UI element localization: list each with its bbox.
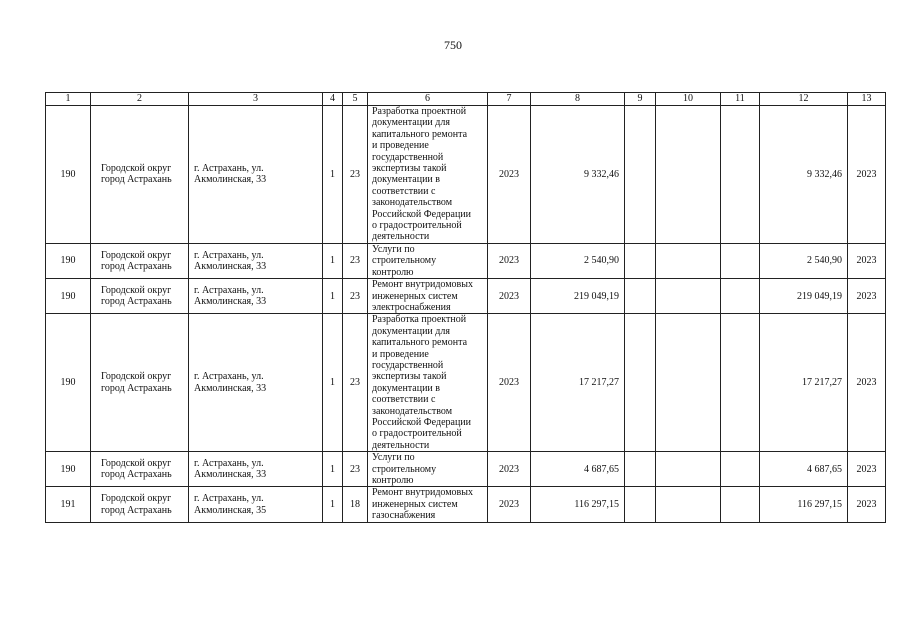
cell-work-type-line: деятельности (372, 231, 430, 243)
cell-address-line: Акмолинская, 33 (194, 174, 267, 186)
cell-col5: 18 (343, 487, 368, 522)
cell-address-line: г. Астрахань, ул. (194, 163, 264, 175)
cell-col10 (656, 314, 721, 452)
cell-year-end: 2023 (848, 314, 886, 452)
cell-row-number: 190 (46, 279, 91, 314)
cell-work-type-line: документации в (372, 382, 440, 394)
cell-col10 (656, 279, 721, 314)
cell-address-line: г. Астрахань, ул. (194, 457, 264, 469)
cell-cost: 219 049,19 (531, 279, 625, 314)
cell-address (189, 279, 323, 314)
column-header-6: 6 (368, 93, 488, 106)
cell-work-type-line: Российской Федерации (372, 416, 472, 428)
cell-work-type-line: государственной (372, 151, 444, 163)
cell-work-type-line: газоснабжения (372, 510, 436, 522)
cell-work-type-line: капитального ремонта (372, 337, 468, 349)
cell-col4: 1 (323, 452, 343, 487)
cell-work-type (368, 452, 488, 487)
cell-year: 2023 (488, 452, 531, 487)
cell-col10 (656, 452, 721, 487)
cell-municipality-line: Городской округ (101, 493, 172, 505)
cell-year-end: 2023 (848, 106, 886, 244)
cell-work-type-line: документации в (372, 174, 440, 186)
cell-address (189, 487, 323, 522)
cell-address-line: Акмолинская, 33 (194, 382, 267, 394)
cell-year: 2023 (488, 279, 531, 314)
column-header-4: 4 (323, 93, 343, 106)
cell-address-line: Акмолинская, 33 (194, 260, 267, 272)
table-row (46, 314, 886, 452)
cell-cost-total: 219 049,19 (760, 279, 848, 314)
cell-municipality (91, 243, 189, 278)
cell-municipality-line: Городской округ (101, 163, 172, 175)
cell-work-type-line: инженерных систем (372, 290, 458, 302)
cell-work-type (368, 314, 488, 452)
cell-col9 (625, 279, 656, 314)
cell-cost: 9 332,46 (531, 106, 625, 244)
cell-work-type-line: о градостроительной (372, 428, 462, 440)
cell-work-type-line: инженерных систем (372, 498, 458, 510)
header-row (46, 93, 886, 106)
column-header-11: 11 (721, 93, 760, 106)
column-header-3: 3 (189, 93, 323, 106)
column-header-9: 9 (625, 93, 656, 106)
cell-municipality-line: город Астрахань (101, 296, 172, 308)
cell-work-type-line: строительному (372, 463, 437, 475)
cell-municipality-line: город Астрахань (101, 174, 172, 186)
cell-row-number: 191 (46, 487, 91, 522)
cell-cost: 4 687,65 (531, 452, 625, 487)
cell-year: 2023 (488, 314, 531, 452)
table-row (46, 487, 886, 522)
cell-municipality (91, 106, 189, 244)
cell-col11 (721, 106, 760, 244)
cell-work-type-line: экспертизы такой (372, 163, 447, 175)
cell-col10 (656, 243, 721, 278)
cell-col4: 1 (323, 279, 343, 314)
cell-col5: 23 (343, 279, 368, 314)
cell-address-line: Акмолинская, 35 (194, 504, 267, 516)
cell-municipality (91, 487, 189, 522)
cell-address-line: г. Астрахань, ул. (194, 493, 264, 505)
cell-col5: 23 (343, 452, 368, 487)
cell-work-type-line: Российской Федерации (372, 208, 472, 220)
column-header-13: 13 (848, 93, 886, 106)
column-header-5: 5 (343, 93, 368, 106)
cell-work-type (368, 243, 488, 278)
cell-work-type-line: соответствии с (372, 185, 436, 197)
cell-cost: 116 297,15 (531, 487, 625, 522)
cell-year-end: 2023 (848, 279, 886, 314)
cell-row-number: 190 (46, 314, 91, 452)
cell-work-type-line: Разработка проектной (372, 314, 467, 326)
cell-cost: 17 217,27 (531, 314, 625, 452)
cell-col10 (656, 106, 721, 244)
cell-col4: 1 (323, 106, 343, 244)
cell-year: 2023 (488, 487, 531, 522)
table-row (46, 452, 886, 487)
cell-col9 (625, 487, 656, 522)
cell-municipality-line: Городской округ (101, 371, 172, 383)
cell-col4: 1 (323, 314, 343, 452)
cell-work-type (368, 487, 488, 522)
cell-cost-total: 2 540,90 (760, 243, 848, 278)
cell-municipality (91, 279, 189, 314)
cell-col9 (625, 314, 656, 452)
cell-cost: 2 540,90 (531, 243, 625, 278)
cell-address-line: Акмолинская, 33 (194, 296, 267, 308)
cell-work-type-line: документации для (372, 117, 450, 129)
column-header-8: 8 (531, 93, 625, 106)
cell-municipality-line: Городской округ (101, 249, 172, 261)
cell-work-type-line: Разработка проектной (372, 106, 467, 117)
cell-year-end: 2023 (848, 452, 886, 487)
cell-municipality (91, 452, 189, 487)
cell-year-end: 2023 (848, 487, 886, 522)
cell-address-line: г. Астрахань, ул. (194, 371, 264, 383)
cell-work-type-line: капитального ремонта (372, 128, 468, 140)
column-header-12: 12 (760, 93, 848, 106)
data-table (45, 92, 886, 523)
cell-col9 (625, 452, 656, 487)
cell-address (189, 106, 323, 244)
cell-work-type-line: экспертизы такой (372, 371, 447, 383)
cell-municipality-line: город Астрахань (101, 469, 172, 481)
cell-municipality-line: город Астрахань (101, 504, 172, 516)
cell-col11 (721, 279, 760, 314)
cell-work-type-line: деятельности (372, 439, 430, 451)
cell-work-type-line: контролю (372, 266, 414, 278)
cell-work-type-line: государственной (372, 359, 444, 371)
cell-year: 2023 (488, 106, 531, 244)
cell-cost-total: 4 687,65 (760, 452, 848, 487)
table-row (46, 243, 886, 278)
cell-year: 2023 (488, 243, 531, 278)
cell-year-end: 2023 (848, 243, 886, 278)
cell-municipality-line: Городской округ (101, 457, 172, 469)
cell-cost-total: 17 217,27 (760, 314, 848, 452)
table-row (46, 279, 886, 314)
column-header-7: 7 (488, 93, 531, 106)
cell-col4: 1 (323, 243, 343, 278)
cell-address (189, 243, 323, 278)
cell-work-type-line: и проведение (372, 140, 429, 152)
cell-work-type-line: контролю (372, 475, 414, 486)
cell-work-type-line: документации для (372, 325, 450, 337)
page-number: 750 (444, 38, 462, 52)
cell-work-type-line: Услуги по (372, 243, 415, 255)
column-header-2: 2 (91, 93, 189, 106)
cell-work-type-line: соответствии с (372, 394, 436, 406)
cell-work-type-line: электроснабжения (372, 301, 451, 313)
table-row (46, 106, 886, 244)
cell-work-type (368, 279, 488, 314)
column-header-1: 1 (46, 93, 91, 106)
cell-address (189, 452, 323, 487)
cell-row-number: 190 (46, 452, 91, 487)
cell-municipality (91, 314, 189, 452)
cell-work-type-line: Ремонт внутридомовых (372, 279, 474, 291)
cell-row-number: 190 (46, 106, 91, 244)
cell-address-line: г. Астрахань, ул. (194, 249, 264, 261)
cell-work-type-line: о градостроительной (372, 220, 462, 232)
cell-cost-total: 116 297,15 (760, 487, 848, 522)
cell-work-type-line: Услуги по (372, 452, 415, 464)
cell-col11 (721, 314, 760, 452)
cell-work-type-line: законодательством (372, 197, 453, 209)
cell-work-type-line: законодательством (372, 405, 453, 417)
cell-col5: 23 (343, 243, 368, 278)
column-header-10: 10 (656, 93, 721, 106)
cell-col11 (721, 452, 760, 487)
cell-municipality-line: город Астрахань (101, 382, 172, 394)
cell-col9 (625, 106, 656, 244)
cell-col4: 1 (323, 487, 343, 522)
cell-work-type-line: Ремонт внутридомовых (372, 487, 474, 499)
cell-cost-total: 9 332,46 (760, 106, 848, 244)
cell-address (189, 314, 323, 452)
cell-col9 (625, 243, 656, 278)
cell-address-line: г. Астрахань, ул. (194, 284, 264, 296)
cell-work-type (368, 106, 488, 244)
cell-col11 (721, 243, 760, 278)
cell-work-type-line: и проведение (372, 348, 429, 360)
cell-municipality-line: город Астрахань (101, 260, 172, 272)
cell-col11 (721, 487, 760, 522)
cell-municipality-line: Городской округ (101, 284, 172, 296)
cell-col5: 23 (343, 106, 368, 244)
cell-col5: 23 (343, 314, 368, 452)
cell-work-type-line: строительному (372, 255, 437, 267)
cell-address-line: Акмолинская, 33 (194, 469, 267, 481)
cell-col10 (656, 487, 721, 522)
cell-row-number: 190 (46, 243, 91, 278)
